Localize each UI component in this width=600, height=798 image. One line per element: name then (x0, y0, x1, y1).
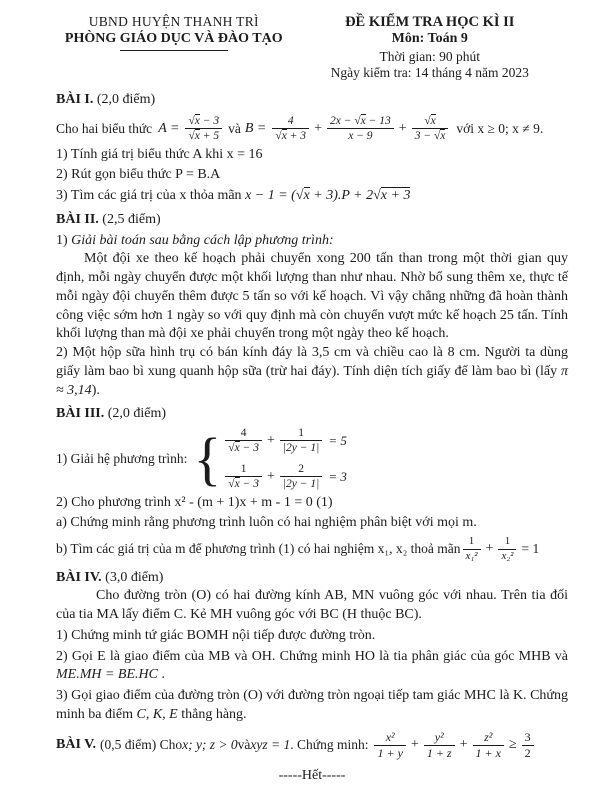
sqrt-icon: √ (373, 188, 381, 203)
exam-duration: Thời gian: 90 phút (379, 49, 481, 64)
equation-pre: x − 1 = ( (245, 188, 296, 203)
question-item (56, 535, 568, 564)
fraction-denominator: 1 + z (426, 745, 452, 760)
system-of-equations-line (56, 426, 568, 492)
issuing-authority-block (56, 14, 292, 81)
sqrt-icon: √ (188, 130, 195, 143)
question-item (56, 687, 568, 725)
bai-1-title: BÀI I. (56, 92, 94, 107)
bai-2-heading (56, 211, 568, 230)
sqrt-radicand: x (440, 130, 446, 143)
sqrt-icon: √ (295, 188, 304, 203)
plus-operator: + (398, 120, 407, 136)
fraction-numerator: 1 (225, 462, 262, 477)
fraction (463, 535, 481, 564)
fraction-numerator: 1 (498, 535, 516, 550)
pi-approximation: π ≈ 3,14 (56, 363, 568, 398)
left-brace-icon: { (193, 425, 222, 492)
question-item: 2) Rút gọn biểu thức P = B.A (56, 167, 221, 183)
plus-operator: + (266, 468, 275, 484)
fraction-numerator: 2 (280, 462, 322, 477)
fraction-numerator: 4 (272, 114, 309, 129)
condition-product: xyz = 1 (250, 737, 291, 752)
plus-operator: + (410, 737, 419, 752)
sqrt-icon: √ (433, 130, 441, 143)
sub-question-heading (56, 232, 568, 251)
question-text: 3) Tìm các giá trị của x thỏa mãn (56, 188, 242, 203)
question-item: 1) Tính giá trị biểu thức A khi x = 16 (56, 146, 263, 162)
sqrt-expression (296, 187, 310, 203)
bai-5-title: BÀI V. (56, 737, 96, 752)
bai-5-points-and-text: (0,5 điểm) Cho (99, 737, 183, 752)
sqrt-icon: √ (424, 114, 431, 127)
prove-text: . Chứng minh: (290, 737, 369, 752)
sqrt-expression (188, 114, 199, 127)
bai-1-heading (56, 91, 568, 110)
question-item (56, 648, 568, 686)
question-text: 2) Một hộp sữa hình trụ có bán kính đáy là 3,5 cm và chiều cao là 8 cm. Người ta dùng giấy làm bao bì xung quanh hộp sữa (trừ hai đáy). Tính diện tích giấy để làm bao bì (lấy (56, 345, 568, 379)
fraction (424, 730, 455, 761)
fraction (522, 730, 534, 761)
question-text: b) Tìm các giá trị của m để phương trình (1) có hai nghiệm x₁, x₂ thoả mãn (56, 541, 461, 557)
exam-date: Ngày kiểm tra: 14 tháng 4 năm 2023 (330, 65, 529, 80)
sqrt-icon: √ (228, 478, 235, 491)
numerator-rest: − 13 (365, 114, 391, 127)
header-underline (120, 50, 228, 51)
sqrt-radicand: x (430, 114, 436, 127)
authority-line1: UBND HUYỆN THANH TRÌ (88, 14, 259, 29)
fraction-denominator (185, 129, 222, 143)
denominator-pre: 3 − (414, 130, 434, 143)
fraction-B3 (412, 114, 449, 144)
word-problem-paragraph: Một đội xe theo kế hoạch phải chuyển xong 200 tấn than trong một thời gian quy định, mỗi ngày chuyển được một khối lượng than như nhau. Nhờ bổ sung thêm xe, thực tế mỗi ngày đội chuyển thêm được 5 tấn so với kế hoạch. Vì vậy chẳng những đã hoàn thành công việc sớm hơn 1 ngày so với quy định mà còn chuyển vượt mức kế hoạch 25 tấn. Tính khối lượng than mà đội xe phải chuyển trong một ngày theo kế hoạch. (56, 251, 568, 342)
authority-line2: PHÒNG GIÁO DỤC VÀ ĐÀO TẠO (64, 31, 283, 46)
system-of-equations (193, 426, 346, 492)
fraction-denominator: 2 (524, 745, 531, 760)
sub-question-text: Giải bài toán sau bằng cách lập phương trình: (71, 232, 334, 248)
sqrt-radicand: x (303, 188, 310, 203)
equation-row-1 (223, 426, 347, 456)
equation: ME.MH = BE.HC (56, 667, 158, 683)
sub-question-label: 1) (56, 232, 68, 248)
section-bai-3 (56, 405, 568, 563)
fraction-numerator: z² (473, 730, 504, 746)
sqrt-radicand: x (234, 478, 240, 491)
expression-B-lhs: B = (244, 120, 267, 136)
fraction-numerator (327, 114, 394, 129)
question-item (56, 187, 568, 206)
question-text: 1) Giải hệ phương trình: (56, 450, 188, 466)
plus-operator: + (266, 432, 275, 448)
fraction-denominator: x₁² (465, 549, 478, 562)
section-bai-4 (56, 569, 568, 725)
equation-rhs: = 5 (328, 432, 347, 448)
question-item: a) Chứng minh rằng phương trình luôn có hai nghiệm phân biệt với mọi m. (56, 515, 477, 531)
sqrt-radicand: x (281, 130, 287, 143)
plus-operator: + (314, 120, 322, 136)
fraction (473, 730, 504, 761)
sqrt-icon: √ (228, 442, 235, 455)
fraction-denominator: x₂² (501, 549, 514, 562)
fraction (280, 462, 322, 492)
fraction-numerator: 1 (463, 535, 481, 550)
fraction-denominator: |2y − 1| (282, 478, 320, 491)
end-marker: -----Hết----- (278, 767, 346, 783)
question-text-end: thẳng hàng. (177, 706, 247, 722)
denominator-rest: + 3 (286, 130, 307, 143)
bai-4-title: BÀI IV. (56, 569, 102, 585)
sqrt-expression (228, 441, 239, 454)
fraction-denominator (225, 477, 262, 491)
fraction-B1 (272, 114, 309, 144)
system-rows (223, 426, 347, 492)
fraction-A (185, 114, 222, 144)
fraction-numerator (185, 114, 222, 129)
question-text-end: . (158, 667, 165, 683)
sqrt-expression (275, 129, 286, 142)
fraction (225, 462, 262, 492)
question-item: 2) Cho phương trình x² - (m + 1)x + m - 1 = 0 (1) (56, 494, 333, 510)
section-bai-1 (56, 91, 568, 206)
question-text-end: ). (91, 382, 100, 398)
sqrt-icon: √ (188, 114, 195, 127)
fraction (225, 426, 262, 456)
sqrt-radicand: x (194, 114, 200, 127)
fraction (498, 535, 516, 564)
numerator-pre: 2x − (329, 114, 355, 127)
fraction-denominator (225, 441, 262, 455)
bai-1-points: (2,0 điểm) (96, 92, 156, 107)
bai-4-points: (3,0 điểm) (105, 569, 164, 585)
bai-2-points: (2,5 điểm) (102, 211, 161, 227)
sqrt-radicand: x (360, 114, 366, 127)
fraction-numerator: x² (374, 730, 405, 746)
fraction-numerator: 4 (225, 426, 262, 441)
equation-row-2 (223, 462, 347, 492)
sqrt-expression (434, 129, 445, 142)
question-item: 1) Chứng minh tứ giác BOMH nội tiếp được đường tròn. (56, 627, 376, 643)
bai-1-expressions-line (56, 114, 568, 144)
fraction-denominator (412, 129, 449, 143)
fraction-numerator: 1 (280, 426, 322, 441)
fraction (280, 426, 322, 456)
bai-3-heading (56, 405, 568, 424)
equation (245, 187, 410, 203)
denominator-rest: + 5 (199, 130, 220, 143)
bai-1-intro-text: Cho hai biểu thức (56, 120, 153, 136)
bai-3-points: (2,0 điểm) (107, 406, 167, 422)
fraction (374, 730, 405, 761)
equation-mid: + 3).P + 2 (309, 188, 374, 203)
fraction-denominator: x − 9 (348, 130, 373, 143)
point-labels: C, K, E (136, 706, 178, 722)
numerator-rest: − 3 (199, 114, 220, 127)
sqrt-radicand: x (194, 130, 200, 143)
expression-A-lhs: A = (158, 120, 180, 136)
bai-3-title: BÀI III. (56, 406, 105, 422)
geometry-problem-paragraph: Cho đường tròn (O) có hai đường kính AB, MN vuông góc với nhau. Trên tia đối của tia MA lấy điểm C. Kẻ MH vuông góc với BC (H thuộc BC). (56, 588, 568, 622)
question-text: 2) Gọi E là giao điểm của MB và OH. Chứng minh HO là tia phân giác của góc MHB và (56, 648, 568, 664)
fraction-denominator: 1 + y (377, 745, 403, 760)
plus-operator: + (459, 737, 468, 752)
bai-2-title: BÀI II. (56, 211, 99, 227)
sqrt-radicand: x (234, 442, 240, 455)
fraction-denominator: 1 + x (475, 745, 501, 760)
exam-subject: Môn: Toán 9 (391, 31, 468, 46)
domain-condition: với x ≥ 0; x ≠ 9. (456, 120, 544, 136)
equation-rhs: = 1 (521, 541, 540, 557)
fraction-B2 (327, 114, 394, 144)
sqrt-expression (373, 187, 410, 203)
bai-4-heading (56, 569, 568, 588)
fraction-numerator: 3 (522, 730, 534, 746)
denominator-rest: − 3 (239, 478, 259, 491)
fraction-denominator: |2y − 1| (282, 442, 320, 455)
question-text: 3) Gọi giao điểm của đường tròn (O) với đường tròn ngoại tiếp tam giác MHC là K. Chứng minh ba điểm (56, 688, 568, 722)
plus-operator: + (485, 541, 494, 557)
fraction-numerator (412, 114, 449, 129)
condition-variables: x; y; z > 0 (182, 737, 238, 752)
section-bai-2 (56, 211, 568, 401)
equation-rhs: = 3 (328, 468, 347, 484)
fraction-numerator: y² (424, 730, 455, 746)
sqrt-icon: √ (354, 114, 361, 127)
fraction-denominator (272, 129, 309, 143)
sqrt-expression (228, 477, 239, 490)
denominator-rest: − 3 (239, 442, 259, 455)
section-bai-5 (56, 730, 568, 761)
sqrt-icon: √ (275, 130, 282, 143)
sqrt-expression (188, 129, 199, 142)
connector-text: và (237, 737, 251, 752)
question-item (56, 344, 568, 400)
sqrt-expression (354, 114, 365, 127)
sqrt-radicand: x + 3 (380, 188, 411, 203)
exam-title: ĐỀ KIỂM TRA HỌC KÌ II (345, 14, 515, 30)
exam-info-block (292, 14, 568, 81)
sqrt-expression (424, 114, 435, 127)
document-header (56, 14, 568, 81)
connector-text: và (228, 120, 241, 136)
geq-operator: ≥ (508, 737, 517, 752)
